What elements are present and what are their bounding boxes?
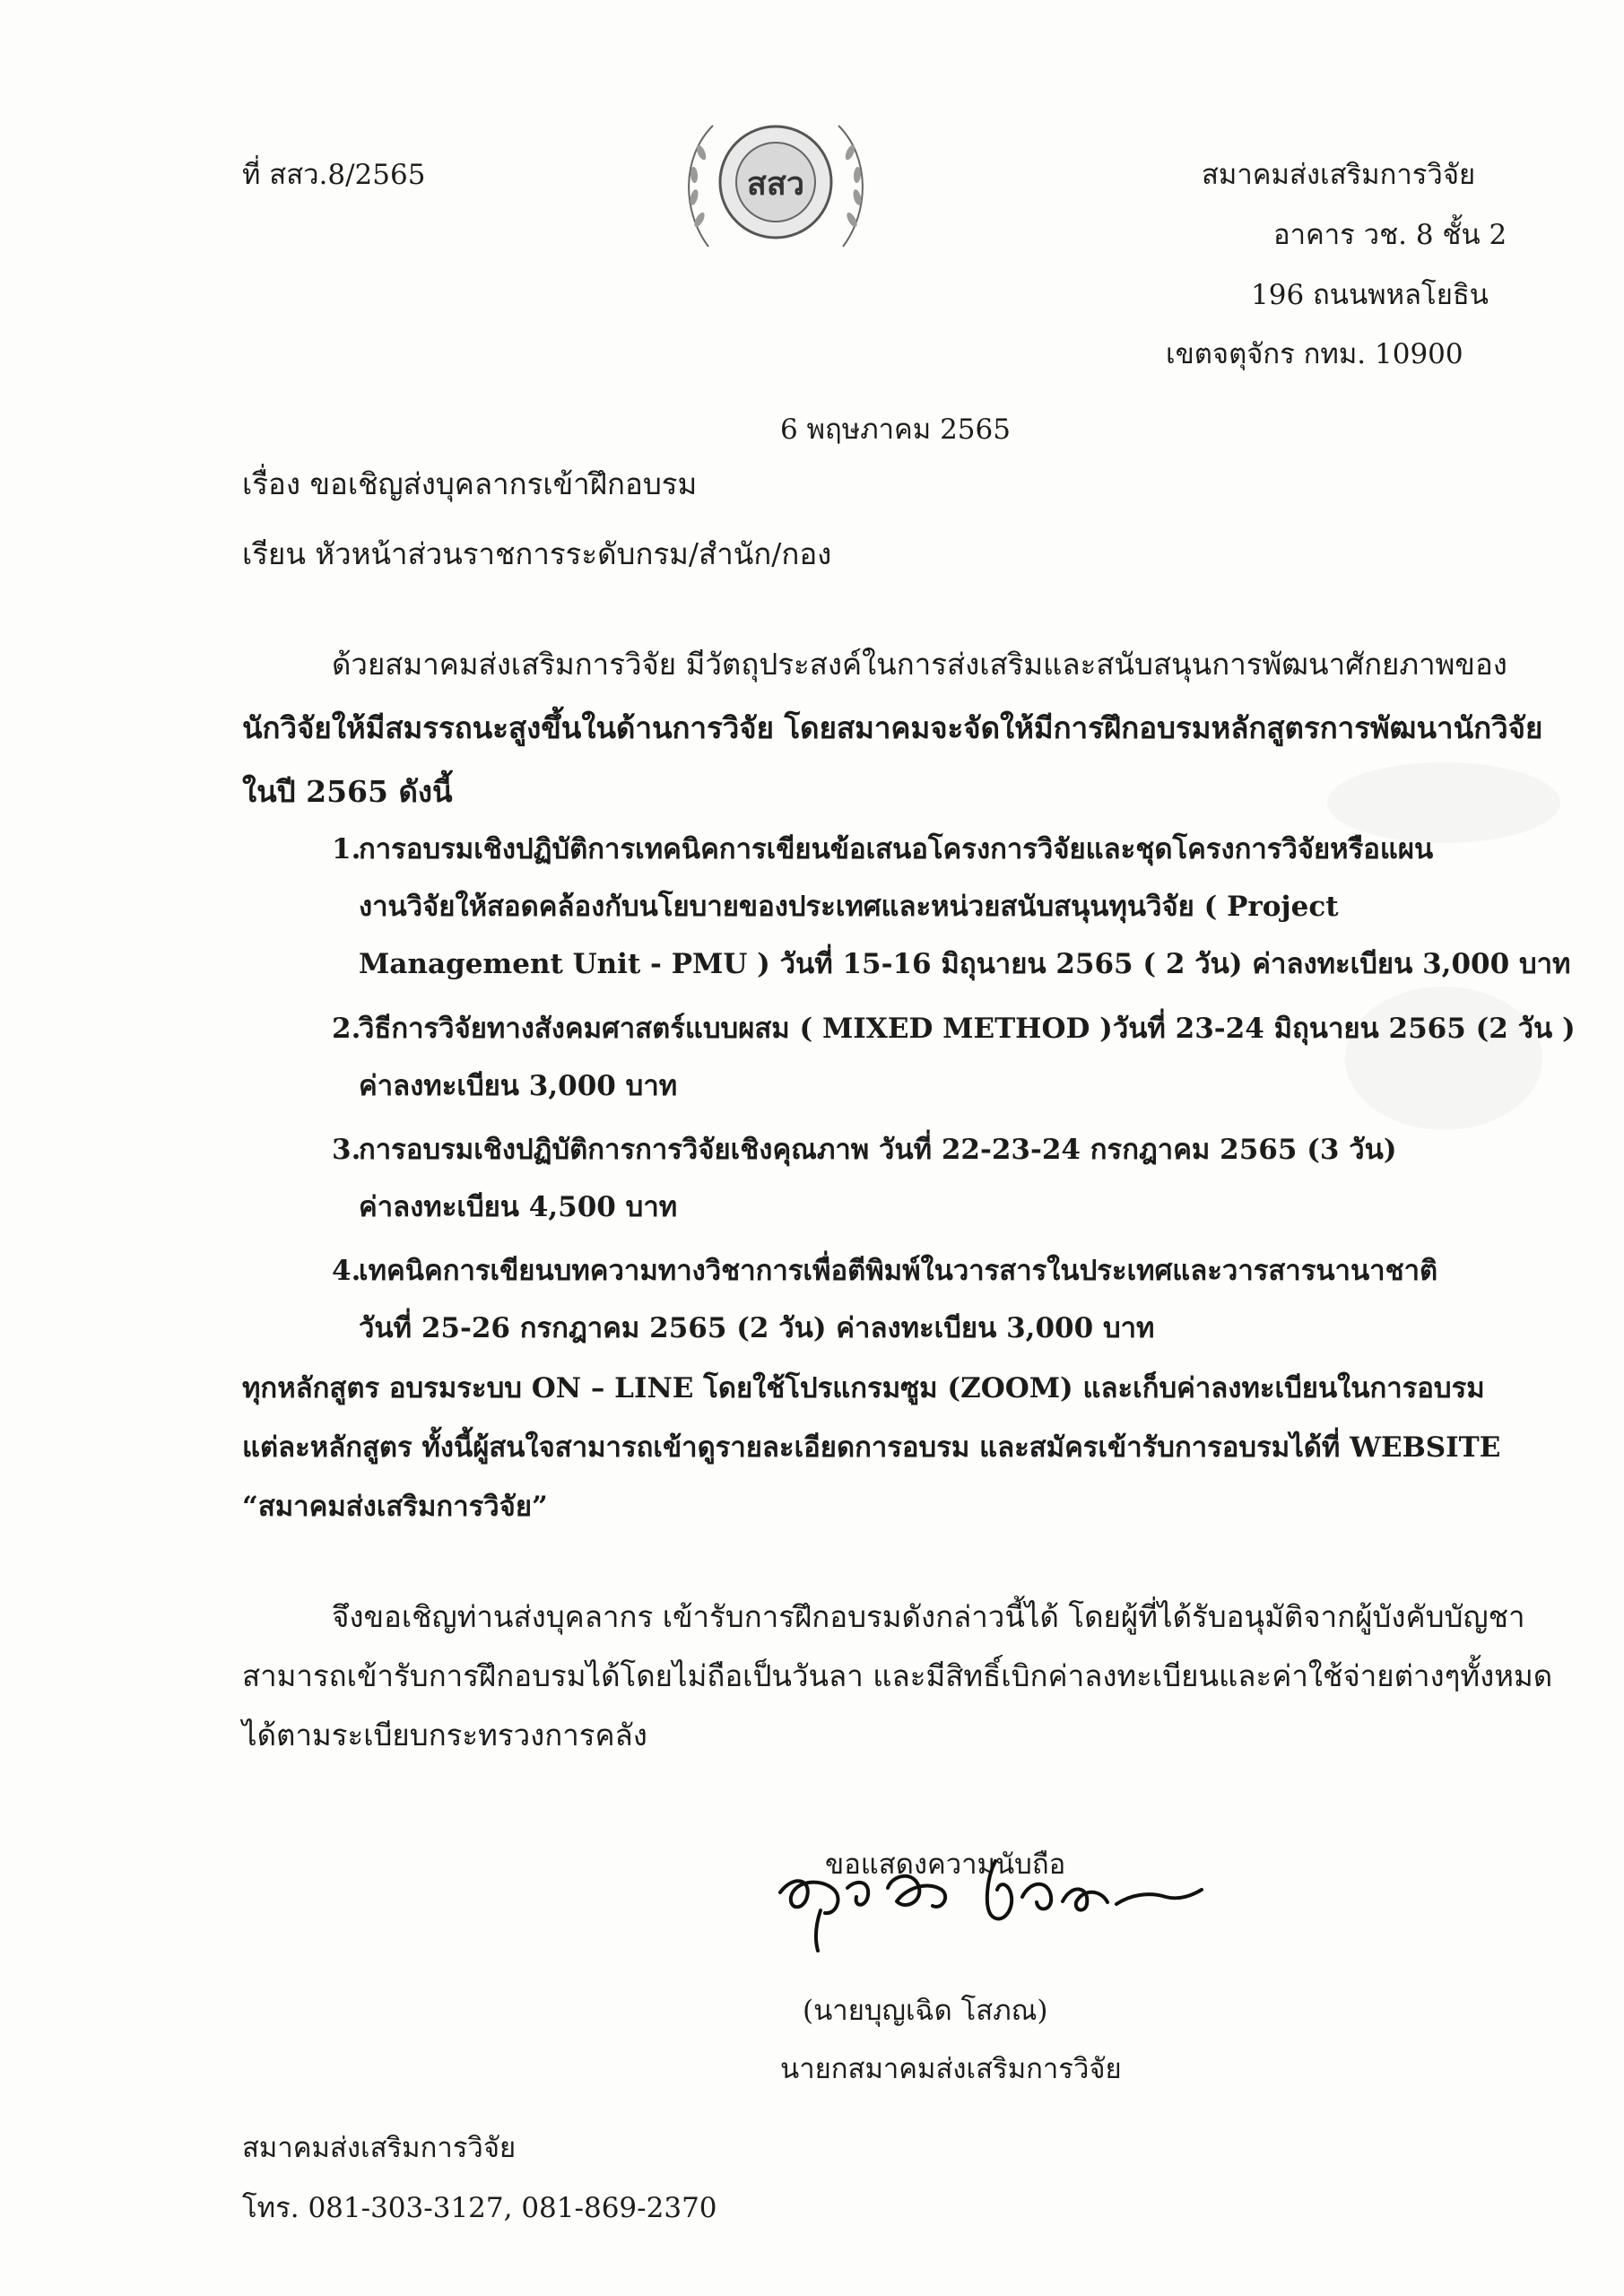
letter-date: 6 พฤษภาคม 2565 [780,413,1011,446]
intro-line-2: นักวิจัยให้มีสมรรถนะสูงขึ้นในด้านการวิจัย โดยสมาคมจะจัดให้มีการฝึกอบรมหลักสูตรการพัฒนานักวิจัย [242,710,1543,745]
intro-line-3: ในปี 2565 ดังนี้ [242,774,453,809]
closing-line-3: ได้ตามระเบียบกระทรวงการคลัง [242,1718,647,1752]
course-line: ค่าลงทะเบียน 3,000 บาท [359,1070,678,1102]
course-item-3 [332,1121,1498,1236]
online-note [242,1359,1501,1536]
address-district: เขตจตุจักร กทม. 10900 [1166,338,1463,370]
online-note-line-2: แต่ละหลักสูตร ทั้งนี้ผู้สนใจสามารถเข้าดูรายละเอียดการอบรม และสมัครเข้ารับการอบรมได้ที่ WEBSITE [242,1431,1501,1464]
closing-paragraph [242,1587,1553,1765]
reference-number: ที่ สสว.8/2565 [242,159,426,191]
svg-text:สสว: สสว [746,166,805,203]
recipient-text: หัวหน้าส่วนราชการระดับกรม/สำนัก/กอง [315,536,832,571]
subject-text: ขอเชิญส่งบุคลากรเข้าฝึกอบรม [309,466,698,501]
course-item-1 [332,821,1571,993]
closing-line-1: จึงขอเชิญท่านส่งบุคลากร เข้ารับการฝึกอบรมดังกล่าวนี้ได้ โดยผู้ที่ได้รับอนุมัติจากผู้บังคับบัญชา [332,1599,1525,1634]
association-logo-icon [673,112,879,256]
recipient-label: เรียน [242,536,306,571]
course-number: 2. [332,1013,361,1045]
org-name: สมาคมส่งเสริมการวิจัย [1202,159,1476,191]
course-line: การอบรมเชิงปฏิบัติการการวิจัยเชิงคุณภาพ วันที่ 22-23-24 กรกฎาคม 2565 (3 วัน) [359,1134,1397,1166]
course-line: Management Unit - PMU ) วันที่ 15-16 มิถุนายน 2565 ( 2 วัน) ค่าลงทะเบียน 3,000 บาท [359,948,1571,980]
signer-name: (นายบุญเฉิด โสภณ) [803,1995,1048,2027]
footer-phone: โทร. 081-303-3127, 081-869-2370 [242,2192,717,2224]
course-line: วิธีการวิจัยทางสังคมศาสตร์แบบผสม ( MIXED METHOD )วันที่ 23-24 มิถุนายน 2565 (2 วัน ) [359,1013,1576,1045]
address-building: อาคาร วช. 8 ชั้น 2 [1273,219,1507,251]
course-item-2 [332,1000,1576,1115]
intro-paragraph [242,632,1543,823]
subject-label: เรื่อง [242,466,300,501]
footer-org: สมาคมส่งเสริมการวิจัย [242,2132,517,2164]
course-line: ค่าลงทะเบียน 4,500 บาท [359,1191,678,1223]
handwritten-signature-icon [771,1825,1238,1960]
course-number: 4. [332,1255,361,1287]
closing-salutation: ขอแสดงความนับถือ [825,1848,1066,1881]
course-line: วันที่ 25-26 กรกฎาคม 2565 (2 วัน) ค่าลงทะเบียน 3,000 บาท [359,1312,1155,1344]
course-line: การอบรมเชิงปฏิบัติการเทคนิคการเขียนข้อเสนอโครงการวิจัยและชุดโครงการวิจัยหรือแผน [359,833,1434,865]
address-road: 196 ถนนพหลโยธิน [1251,279,1489,311]
course-item-4 [332,1242,1498,1357]
online-note-line-1: ทุกหลักสูตร อบรมระบบ ON – LINE โดยใช้โปรแกรมซูม (ZOOM) และเก็บค่าลงทะเบียนในการอบรม [242,1372,1485,1405]
closing-line-2: สามารถเข้ารับการฝึกอบรมได้โดยไม่ถือเป็นวันลา และมีสิทธิ์เบิกค่าลงทะเบียนและค่าใช้จ่ายต่างๆทั้งหมด [242,1658,1553,1693]
subject-line [242,468,697,500]
course-line: งานวิจัยให้สอดคล้องกับนโยบายของประเทศและหน่วยสนับสนุนทุนวิจัย ( Project [359,891,1339,923]
course-number: 1. [332,833,361,865]
recipient-line [242,538,831,570]
course-number: 3. [332,1134,361,1166]
course-line: เทคนิคการเขียนบทความทางวิชาการเพื่อตีพิมพ์ในวารสารในประเทศและวารสารนานาชาติ [359,1255,1438,1287]
online-note-line-3: “สมาคมส่งเสริมการวิจัย” [242,1491,548,1523]
signer-position: นายกสมาคมส่งเสริมการวิจัย [780,2053,1122,2085]
intro-line-1: ด้วยสมาคมส่งเสริมการวิจัย มีวัตถุประสงค์ในการส่งเสริมและสนับสนุนการพัฒนาศักยภาพของ [332,647,1507,682]
